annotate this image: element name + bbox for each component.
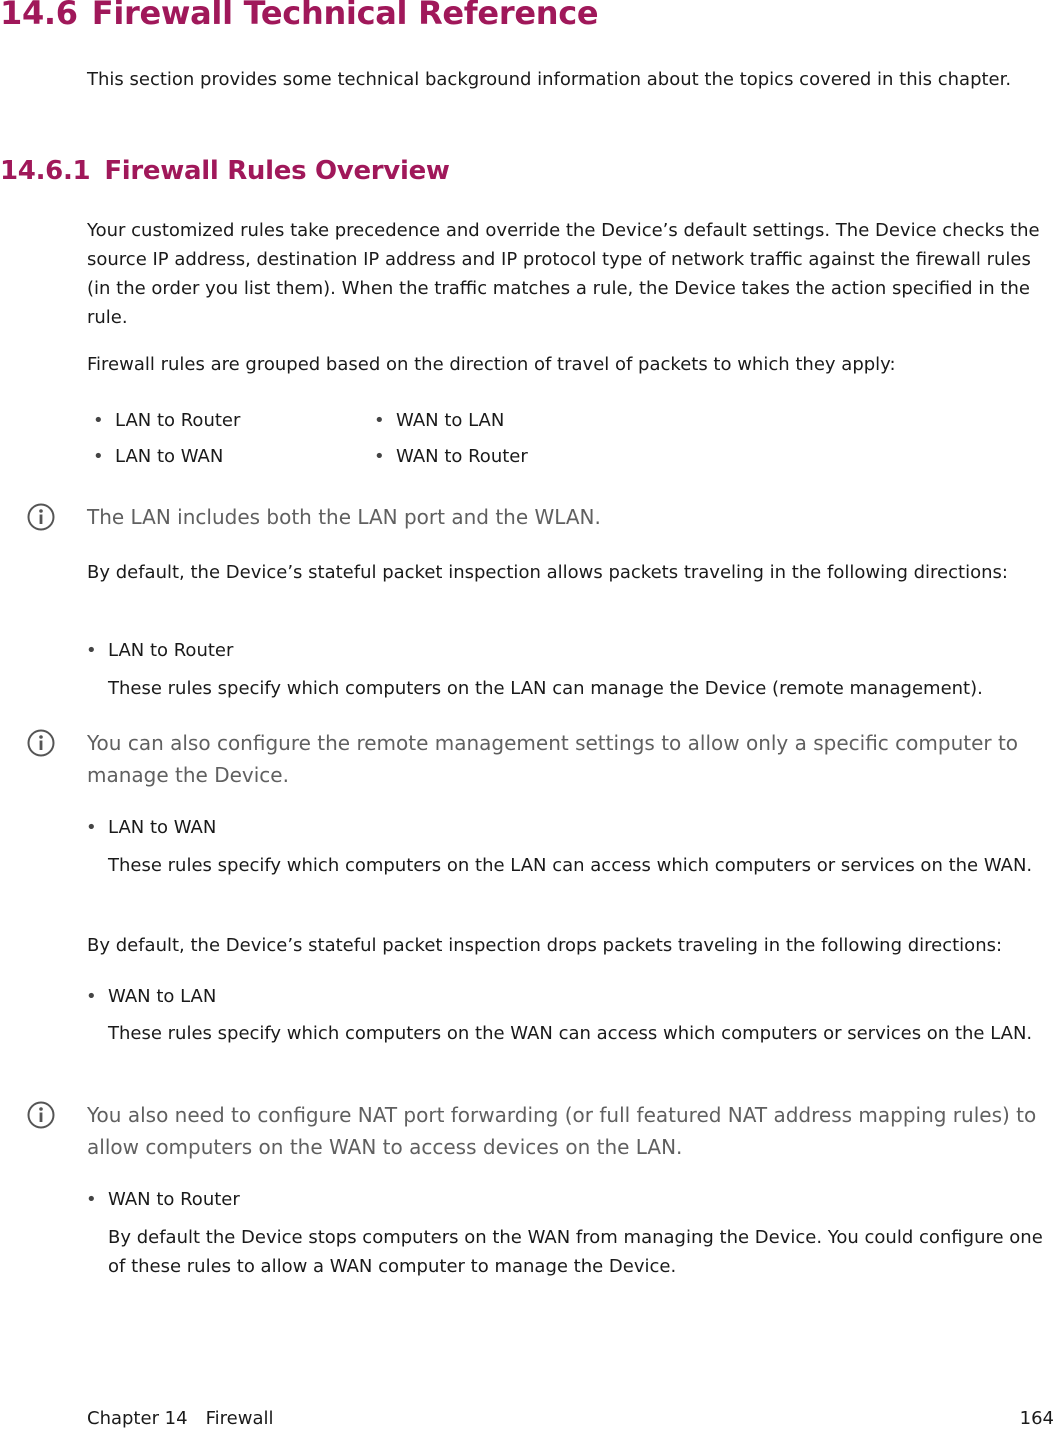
list-item: • LAN to Router bbox=[93, 410, 241, 431]
list-item: • WAN to Router bbox=[86, 1189, 240, 1210]
rules-paragraph: Your customized rules take precedence and override the Device’s default settings. The Device checks the source IP address, destination IP address and IP protocol type of network traffic against the firewall rules (in the order you list them). When the traffic matches a rule, the Device takes the action specified in the rule. bbox=[87, 220, 1040, 328]
list-item: • LAN to WAN bbox=[93, 446, 224, 467]
grouping-paragraph: Firewall rules are grouped based on the direction of travel of packets to which they apply: bbox=[87, 354, 896, 375]
drop-paragraph: By default, the Device’s stateful packet inspection drops packets traveling in the following directions: bbox=[87, 935, 1003, 956]
note-nat: You also need to configure NAT port forwarding (or full featured NAT address mapping rules) to allow computers on the WAN to access devices on the LAN. bbox=[87, 1103, 1037, 1159]
info-circle-icon bbox=[26, 502, 56, 532]
allow-paragraph: By default, the Device’s stateful packet inspection allows packets traveling in the following directions: bbox=[87, 562, 1008, 583]
subsection-heading bbox=[0, 156, 450, 186]
section-number: 14.6 bbox=[0, 0, 78, 32]
list-item: • WAN to LAN bbox=[374, 410, 505, 431]
subsection-number: 14.6.1 bbox=[0, 156, 91, 186]
section-title: Firewall Technical Reference bbox=[91, 0, 599, 32]
list-item-description: These rules specify which computers on the WAN can access which computers or services on the LAN. bbox=[108, 1023, 1033, 1044]
intro-paragraph: This section provides some technical background information about the topics covered in this chapter. bbox=[87, 69, 1012, 90]
footer-chapter: Chapter 14 Firewall bbox=[87, 1408, 274, 1429]
info-circle-icon bbox=[26, 1100, 56, 1130]
list-item-description: By default the Device stops computers on the WAN from managing the Device. You could configure one of these rules to allow a WAN computer to manage the Device. bbox=[108, 1227, 1043, 1277]
note-lan-wlan: The LAN includes both the LAN port and the WLAN. bbox=[87, 505, 601, 529]
list-item-description: These rules specify which computers on the LAN can manage the Device (remote management). bbox=[108, 678, 983, 699]
list-item: • WAN to LAN bbox=[86, 986, 217, 1007]
list-item: • WAN to Router bbox=[374, 446, 528, 467]
info-circle-icon bbox=[26, 728, 56, 758]
page-number: 164 bbox=[1019, 1408, 1054, 1429]
section-heading bbox=[0, 0, 598, 32]
list-item: • LAN to Router bbox=[86, 640, 234, 661]
list-item: • LAN to WAN bbox=[86, 817, 217, 838]
subsection-title: Firewall Rules Overview bbox=[104, 156, 450, 186]
list-item-description: These rules specify which computers on the LAN can access which computers or services on the WAN. bbox=[108, 855, 1033, 876]
note-remote-management: You can also configure the remote management settings to allow only a specific computer to manage the Device. bbox=[87, 731, 1019, 787]
